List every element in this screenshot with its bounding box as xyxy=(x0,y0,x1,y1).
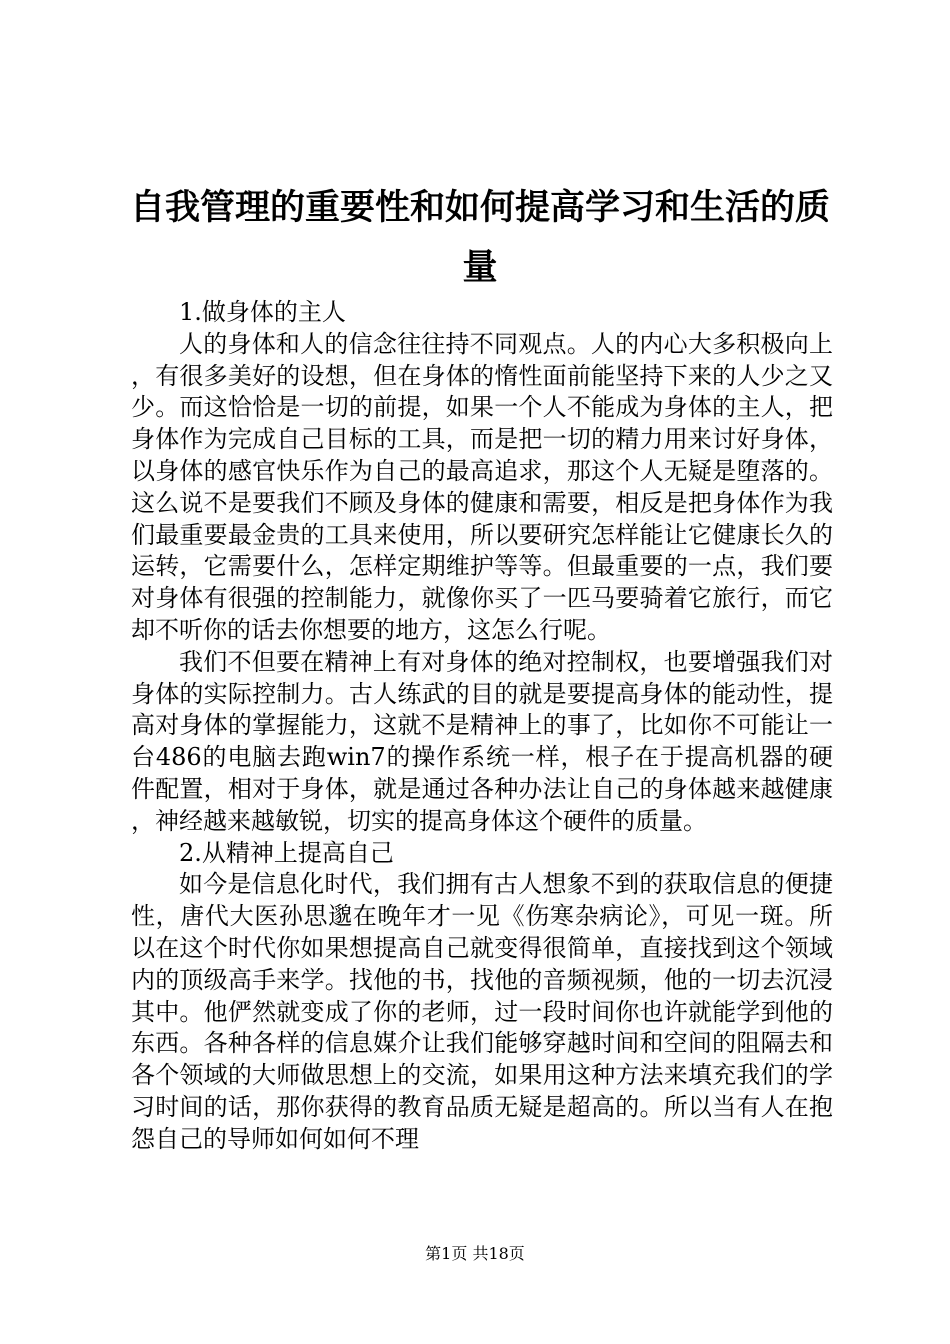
paragraph-2: 我们不但要在精神上有对身体的绝对控制权，也要增强我们对身体的实际控制力。古人练武的目的就是要提高身体的能动性，提高对身体的掌握能力，这就不是精神上的事了，比如你不可能让一台486的电脑去跑win7的操作系统一样，根子在于提高机器的硬件配置，相对于身体，就是通过各种办法让自己的身体越来越健康，神经越来越敏锐，切实的提高身体这个硬件的质量。 xyxy=(131,647,833,835)
section-heading-2: 2.从精神上提高自己 xyxy=(179,838,394,867)
section-heading-1: 1.做身体的主人 xyxy=(179,298,346,326)
document-body xyxy=(131,297,833,1156)
paragraph-1: 人的身体和人的信念往往持不同观点。人的内心大多积极向上，有很多美好的设想，但在身体的惰性面前能坚持下来的人少之又少。而这恰恰是一切的前提，如果一个人不能成为身体的主人，把身体作为完成自己目标的工具，而是把一切的精力用来讨好身体，以身体的感官快乐作为自己的最高追求，那这个人无疑是堕落的。这么说不是要我们不顾及身体的健康和需要，相反是把身体作为我们最重要最金贵的工具来使用，所以要研究怎样能让它健康长久的运转，它需要什么，怎样定期维护等等。但最重要的一点，我们要对身体有很强的控制能力，就像你买了一匹马要骑着它旅行，而它却不听你的话去你想要的地方，这怎么行呢。 xyxy=(131,329,833,644)
document-title: 自我管理的重要性和如何提高学习和生活的质量 xyxy=(129,188,830,288)
page-number-footer: 第1页 共18页 xyxy=(425,1244,525,1263)
paragraph-3: 如今是信息化时代，我们拥有古人想象不到的获取信息的便捷性，唐代大医孙思邈在晚年才一见《伤寒杂病论》，可见一斑。所以在这个时代你如果想提高自己就变得很简单，直接找到这个领域内的顶级高手来学。找他的书，找他的音频视频，他的一切去沉浸其中。他俨然就变成了你的老师，过一段时间你也许就能学到他的东西。各种各样的信息媒介让我们能够穿越时间和空间的阻隔去和各个领域的大师做思想上的交流，如果用这种方法来填充我们的学习时间的话，那你获得的教育品质无疑是超高的。所以当有人在抱怨自己的导师如何如何不理 xyxy=(131,870,833,1153)
